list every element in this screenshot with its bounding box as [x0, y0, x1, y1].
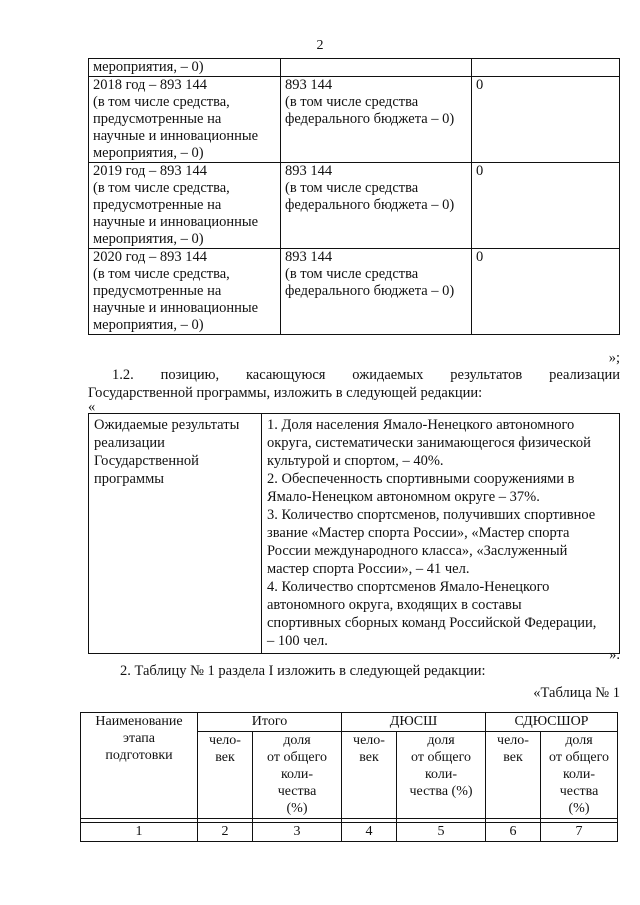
- opening-quote: «: [88, 399, 96, 415]
- year-2019-cell: 2019 год – 893 144 (в том числе средства, предусмотренные на научные и инновационные мероприятия, – 0): [89, 163, 281, 249]
- closing-quote: »;: [608, 350, 620, 366]
- group-header-dyussh: ДЮСШ: [342, 713, 486, 732]
- value-2018-cell: 0: [472, 77, 620, 163]
- year-2020-cell: 2020 год – 893 144 (в том числе средства, предусмотренные на научные и инновационные мероприятия, – 0): [89, 249, 281, 335]
- table-row: [81, 713, 618, 732]
- column-number: 5: [397, 823, 486, 842]
- paragraph-1-2-line2: Государственной программы, изложить в следующей редакции:: [88, 385, 483, 401]
- paragraph-2: 2. Таблицу № 1 раздела I изложить в следующей редакции:: [120, 663, 486, 679]
- table-row: [89, 59, 620, 77]
- column-number: 1: [81, 823, 198, 842]
- share-header-total: доля от общего коли- чества (%): [253, 732, 342, 819]
- results-content-cell: 1. Доля населения Ямало-Ненецкого автономного округа, систематически занимающегося физической культурой и спортом, – 40%. 2. Обеспеченность спортивными сооружениями в Ямало-Ненецком автономном округе – 37%. 3. Количество спортсменов, получивших спортивное звание «Мастер спорта России», «Мастер спорта России международного класса», «Заслуженный мастер спорта России», – 41 чел. 4. Количество спортсменов Ямало-Ненецкого автономного округа, входящих в составы спортивных сборных команд Российской Федерации, – 100 чел.: [262, 414, 620, 654]
- results-table: [88, 413, 620, 654]
- table-row: [89, 414, 620, 654]
- table-row: [81, 823, 618, 842]
- stage-header-cell: Наименование этапа подготовки: [81, 713, 198, 819]
- table-caption: «Таблица № 1: [533, 685, 620, 701]
- column-number: 2: [198, 823, 253, 842]
- funding-table: [88, 58, 620, 335]
- stage-table: [80, 712, 618, 842]
- column-number: 6: [486, 823, 541, 842]
- column-number: 4: [342, 823, 397, 842]
- paragraph-1-2-line1: 1.2. позицию, касающуюся ожидаемых результатов реализации: [112, 367, 620, 383]
- results-label-cell: Ожидаемые результаты реализации Государственной программы: [89, 414, 262, 654]
- table-row: [89, 249, 620, 335]
- people-header-dyussh: чело- век: [342, 732, 397, 819]
- group-header-sdyusshor: СДЮСШОР: [486, 713, 618, 732]
- year-2018-cell: 2018 год – 893 144 (в том числе средства, предусмотренные на научные и инновационные мероприятия, – 0): [89, 77, 281, 163]
- federal-2018-cell: 893 144 (в том числе средства федерального бюджета – 0): [281, 77, 472, 163]
- value-2019-cell: 0: [472, 163, 620, 249]
- federal-2019-cell: 893 144 (в том числе средства федерального бюджета – 0): [281, 163, 472, 249]
- share-header-dyussh: доля от общего коли- чества (%): [397, 732, 486, 819]
- table-row: [89, 77, 620, 163]
- continuation-cell: мероприятия, – 0): [89, 59, 281, 77]
- closing-quote-2: ».: [609, 647, 620, 663]
- group-header-total: Итого: [198, 713, 342, 732]
- people-header-total: чело- век: [198, 732, 253, 819]
- column-number: 7: [541, 823, 618, 842]
- federal-2020-cell: 893 144 (в том числе средства федерального бюджета – 0): [281, 249, 472, 335]
- table-row: [89, 163, 620, 249]
- column-number: 3: [253, 823, 342, 842]
- people-header-sdyusshor: чело- век: [486, 732, 541, 819]
- page-number: 2: [316, 38, 324, 53]
- value-2020-cell: 0: [472, 249, 620, 335]
- share-header-sdyusshor: доля от общего коли- чества (%): [541, 732, 618, 819]
